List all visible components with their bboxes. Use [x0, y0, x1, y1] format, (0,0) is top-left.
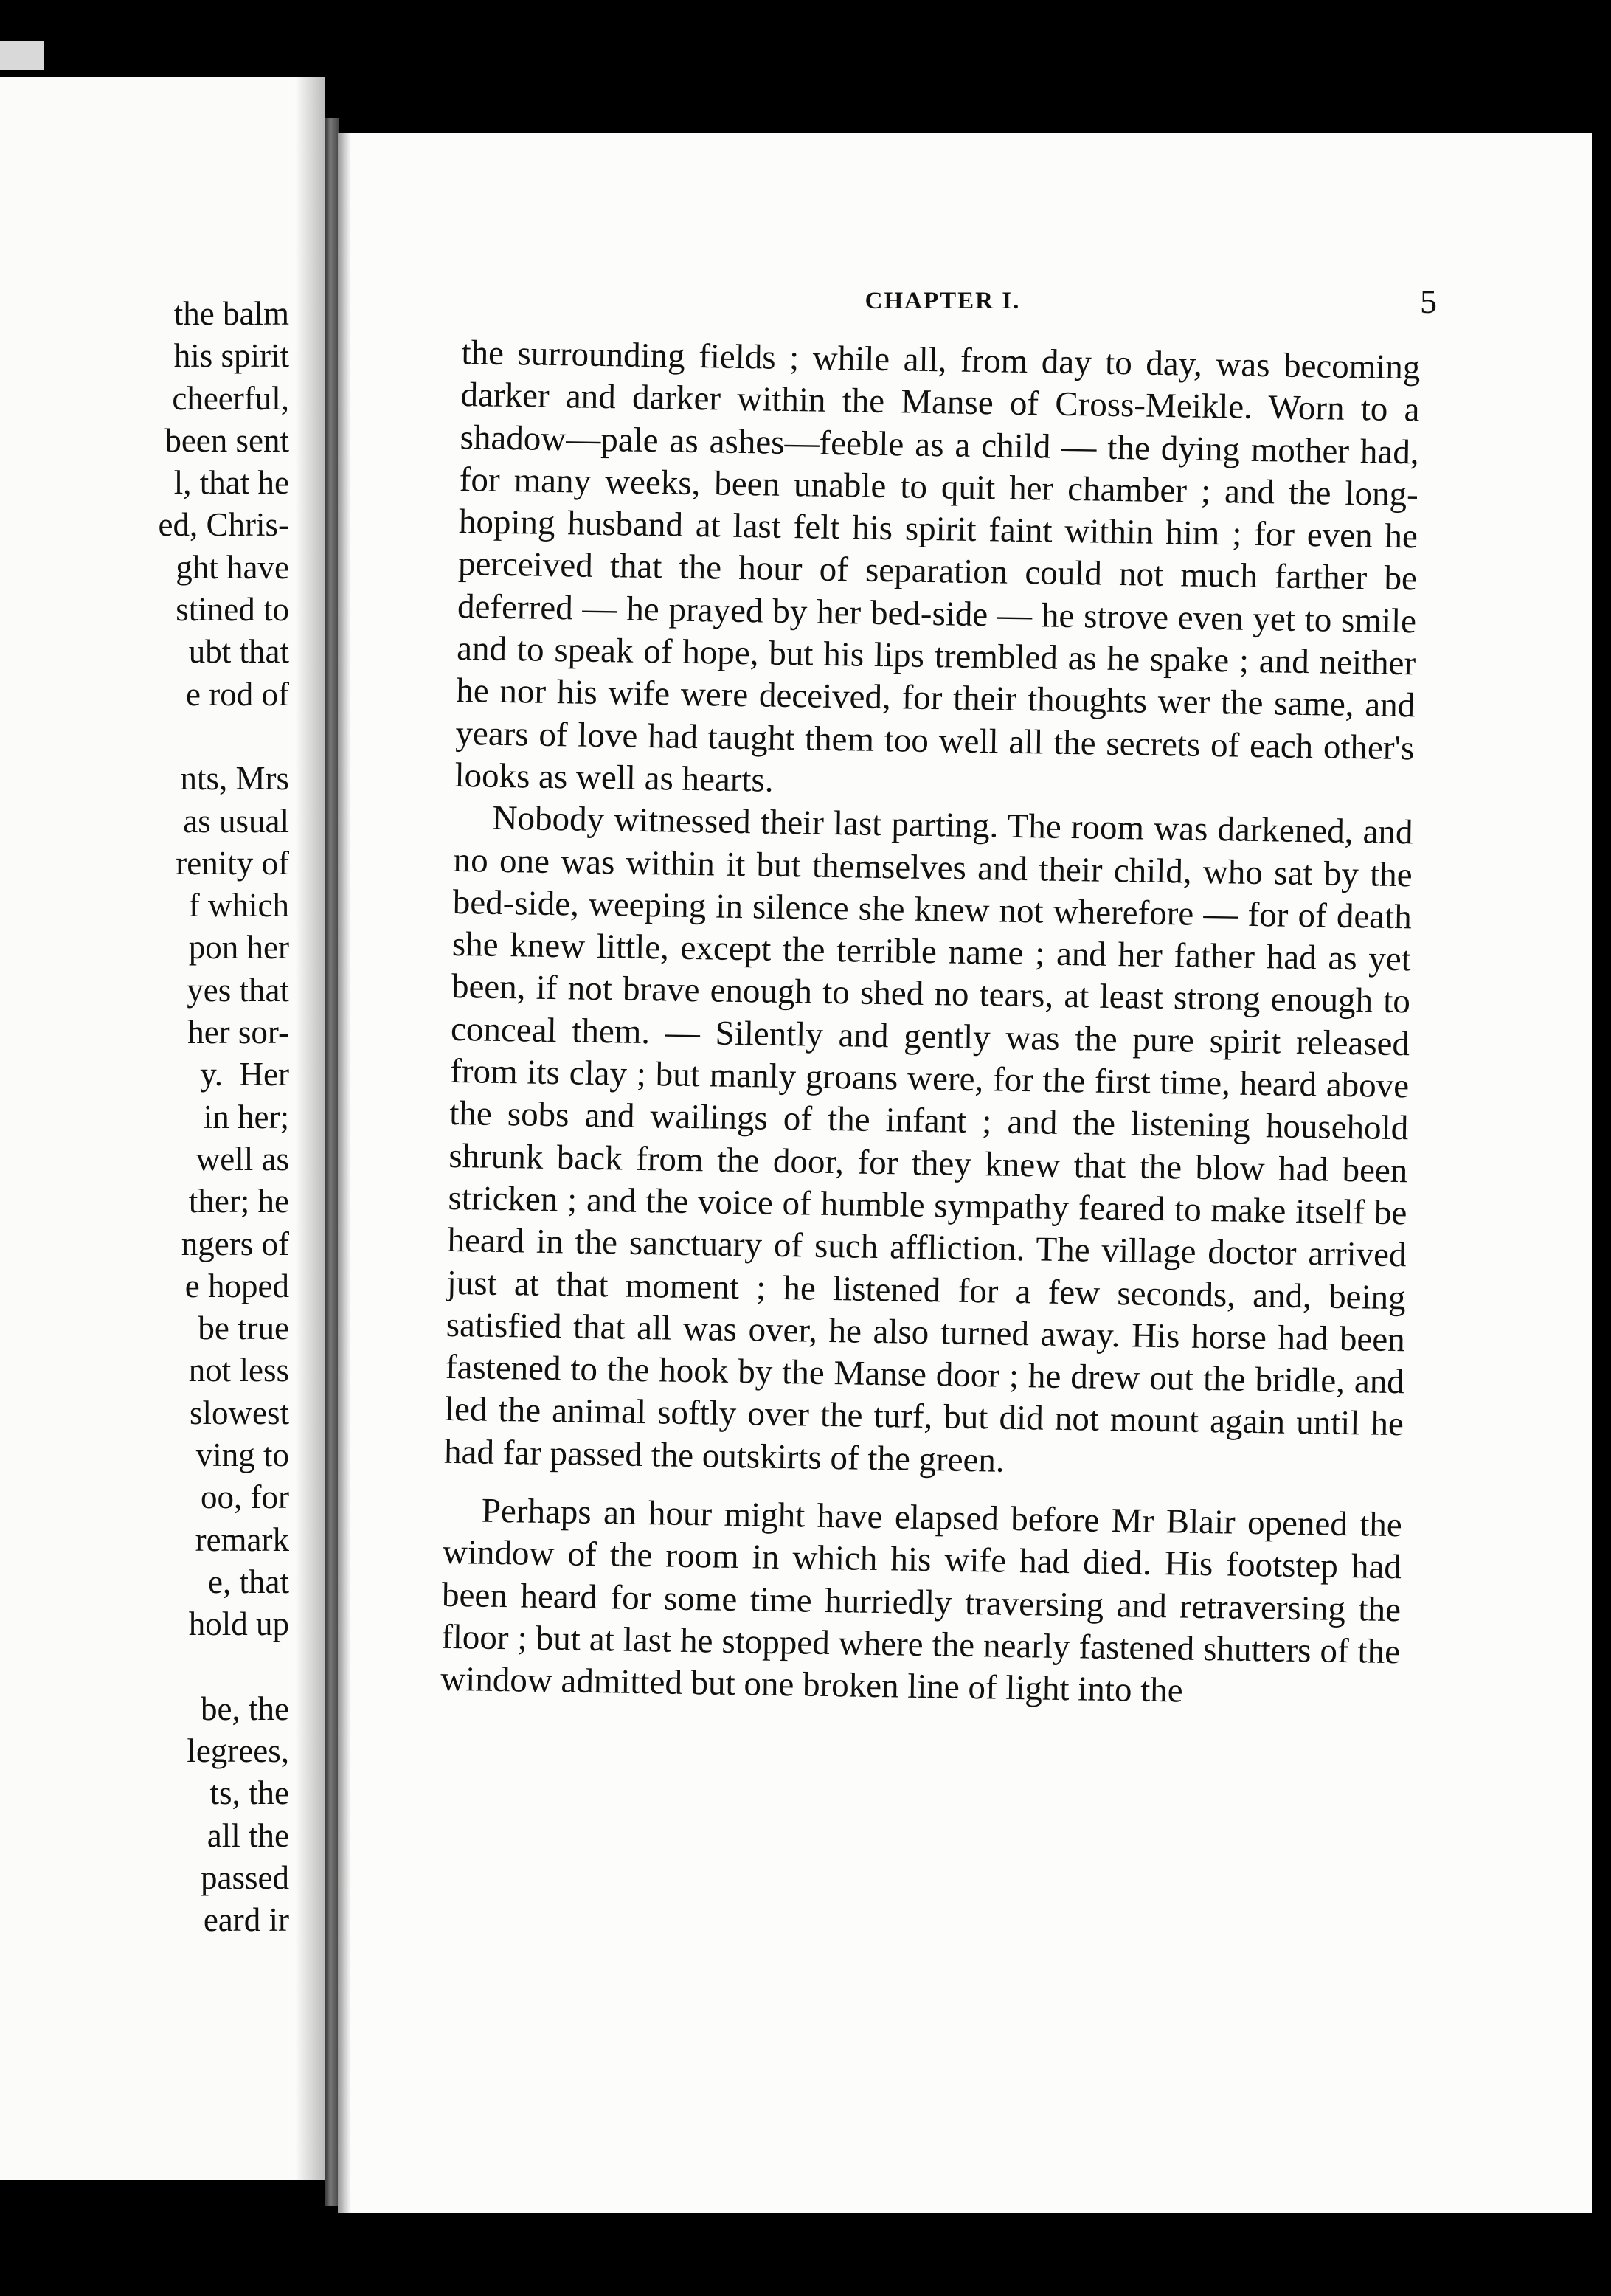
facing-page-line: be, the	[201, 1690, 289, 1727]
chapter-heading: CHAPTER I.	[865, 288, 1021, 314]
facing-page-line: e rod of	[186, 675, 289, 713]
paragraph-1: the surrounding fields ; while all, from day to day, was becoming darker and darker within the Manse of Cross-Meikle. Worn to a shadow—pale as ashes—feeble as a child — the dying mother had, for many weeks, been unable to quit her chamber ; and the long-hoping husband at last felt his spirit faint within him ; for even he perceived that the hour of separation could not much farther be deferred — he prayed by her bed-side — he strove even yet to smile and to speak of hope, but his lips trembled as he spake ; and neither he nor his wife were deceived, for their thoughts wer the same, and years of love had taught them too well all the secrets of each other's looks as well as hearts.	[454, 333, 1421, 800]
facing-page-line: remark	[195, 1521, 289, 1558]
facing-page-line: pon her	[188, 929, 289, 967]
facing-page-text	[0, 293, 289, 1942]
facing-page-line: the balm	[173, 295, 289, 332]
facing-page-line: legrees,	[187, 1732, 289, 1770]
facing-page-line: f which	[188, 887, 289, 924]
facing-page-line	[0, 716, 289, 758]
paragraph-2: Nobody witnessed their last parting. The room was darkened, and no one was within it but themselves and their child, who sat by the bed-side, weeping in silence she knew not wherefore — for of death she knew little, except the terrible name ; and her father had as yet been, if not brave enough to shed no tears, at least strong enough to conceal them. — Silently and gently was the pure spirit released from its clay ; but manly groans were, for the first time, heard above the sobs and wailings of the infant ; and the listening household shrunk back from the door, for they knew that the blow had been stricken ; and the voice of humble sympathy feared to make itself be heard in the sanctuary of such affliction. The village doctor arrived just at that moment ; he listened for a few seconds, and, being satisfied that all was over, he also turned away. His horse had been fastened to the hook by the Manse door ; he drew out the bridle, and led the animal softly over the turf, but did not mount again until he had far passed the outskirts of the green.	[443, 799, 1413, 1480]
running-head	[456, 283, 1437, 332]
facing-page-line: l, that he	[173, 464, 289, 502]
facing-page-line: e hoped	[184, 1267, 289, 1304]
body-text	[440, 332, 1421, 1716]
facing-page-line: e, that	[208, 1563, 289, 1600]
facing-page-line: his spirit	[173, 337, 289, 375]
facing-page-line: in her;	[203, 1098, 289, 1135]
facing-page-line: cheerful,	[172, 379, 289, 417]
facing-page-line: well as	[195, 1140, 289, 1178]
facing-page-line: her sor-	[187, 1014, 289, 1051]
facing-page-line	[0, 1646, 289, 1688]
facing-page-line: not less	[188, 1352, 289, 1389]
facing-page-line: ght have	[176, 548, 289, 586]
facing-page-line: hold up	[188, 1605, 289, 1643]
book-gutter	[325, 118, 339, 2206]
facing-page-line: ving to	[195, 1436, 289, 1474]
facing-page-line: as usual	[183, 802, 289, 840]
facing-page-line: nts, Mrs	[180, 760, 289, 798]
facing-page-left	[0, 77, 325, 2180]
facing-page-line: oo, for	[201, 1479, 289, 1516]
page-edge-shadow	[338, 133, 351, 2213]
facing-page-line: all the	[207, 1816, 289, 1854]
facing-page-line: yes that	[187, 971, 289, 1009]
facing-page-line: eard ir	[203, 1901, 289, 1939]
facing-page-line: stined to	[176, 591, 289, 629]
page-number: 5	[1420, 283, 1437, 320]
facing-page-line: ed, Chris-	[158, 506, 289, 544]
facing-page-line: been sent	[164, 421, 289, 459]
scan-artifact	[0, 41, 44, 70]
page-right	[338, 133, 1592, 2213]
facing-page-line: ngers of	[181, 1225, 289, 1262]
facing-page-line: be true	[198, 1310, 289, 1347]
facing-page-line: ts, the	[209, 1774, 289, 1812]
paragraph-3: Perhaps an hour might have elapsed before Mr Blair opened the window of the room in which his wife had died. His footstep had been heard for some time hurriedly traversing and retraversing the floor ; but at last he stopped where the nearly fastened shutters of the window admitted but one broken line of light into the	[440, 1491, 1403, 1710]
facing-page-line: y. Her	[200, 1056, 289, 1093]
facing-page-line: ther; he	[188, 1183, 289, 1220]
facing-page-line: passed	[201, 1858, 289, 1896]
facing-page-line: ubt that	[188, 633, 289, 671]
facing-page-line: slowest	[190, 1394, 289, 1431]
page-shadow	[295, 77, 325, 2180]
facing-page-line: renity of	[176, 844, 289, 882]
